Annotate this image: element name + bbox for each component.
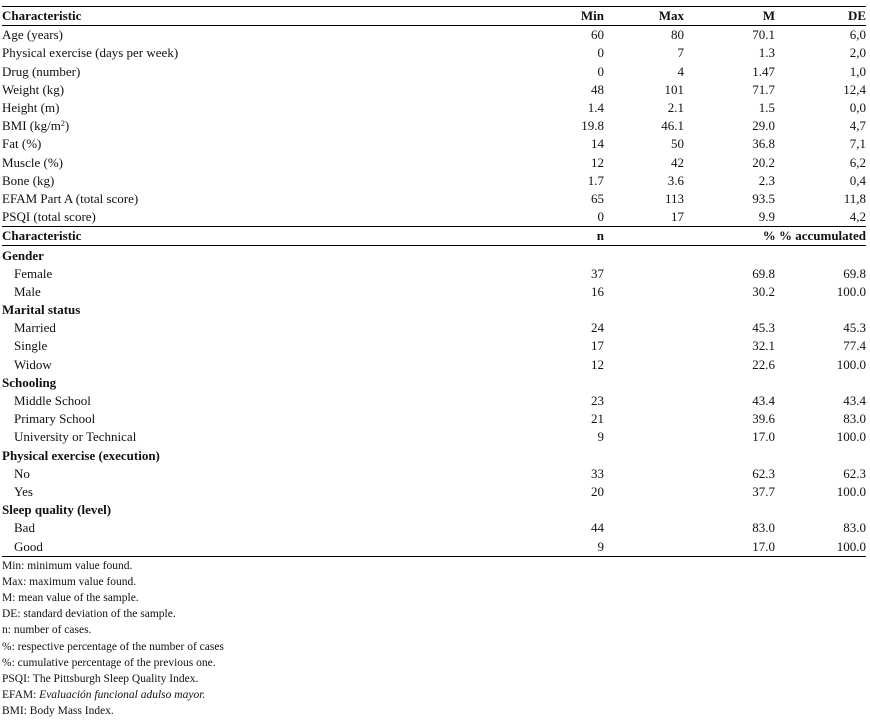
row-label (2, 154, 468, 172)
max-value: 7 (677, 45, 684, 61)
row-label-text: Physical exercise (days per week) (2, 45, 179, 61)
mean-value: 93.5 (752, 190, 775, 206)
table-row (2, 283, 866, 301)
mean-value: 20.2 (752, 154, 775, 170)
spacer-cell (604, 410, 684, 428)
row-label: No (14, 465, 30, 481)
table-row (2, 208, 866, 227)
table-row (2, 337, 866, 355)
percent-value: 83.0 (752, 520, 775, 536)
count-value: 24 (591, 320, 604, 336)
footnote: PSQI: The Pittsburgh Sleep Quality Index. (2, 673, 199, 686)
percent-value: 22.6 (752, 356, 775, 372)
header-characteristic-2: Characteristic (2, 227, 468, 246)
sd-value: 1,0 (849, 63, 866, 79)
accumulated-value: 100.0 (836, 429, 866, 445)
min-value: 0 (597, 45, 604, 61)
row-label (2, 99, 468, 117)
footnote: %: respective percentage of the number of cases (2, 640, 224, 653)
max-value: 50 (671, 136, 684, 152)
max-value: 101 (664, 81, 684, 97)
table2-header-row (2, 227, 866, 246)
row-label-text: PSQI (total score) (2, 209, 96, 225)
spacer-cell (604, 483, 684, 501)
footnote: BMI: Body Mass Index. (2, 705, 114, 718)
row-label-text: Bone (kg) (2, 172, 55, 188)
percent-value: 37.7 (752, 483, 775, 499)
table-row (2, 483, 866, 501)
row-label: Middle School (14, 393, 91, 409)
max-value: 3.6 (667, 172, 684, 188)
sd-value: 0,0 (849, 100, 866, 116)
table-row (2, 172, 866, 190)
footnote: n: number of cases. (2, 624, 92, 637)
accumulated-value: 100.0 (775, 537, 866, 556)
count-value: 37 (591, 265, 604, 281)
percent-value: 17.0 (684, 537, 775, 556)
footnote-efam (2, 687, 868, 703)
count-value: 12 (591, 356, 604, 372)
accumulated-value: 77.4 (843, 338, 866, 354)
sd-value: 12,4 (843, 81, 866, 97)
header-m: M (684, 7, 775, 26)
sd-value: 2,0 (849, 45, 866, 61)
count-value: 23 (591, 393, 604, 409)
table-row (2, 135, 866, 153)
mean-value: 70.1 (752, 27, 775, 43)
row-label: Female (14, 265, 53, 281)
group-title: Sleep quality (level) (2, 502, 112, 518)
max-value: 113 (664, 190, 684, 206)
percent-value: 30.2 (752, 283, 775, 299)
row-label-text: BMI (kg/m (2, 118, 61, 134)
count-value: 16 (591, 283, 604, 299)
mean-value: 29.0 (752, 118, 775, 134)
percent-value: 69.8 (752, 265, 775, 281)
min-value: 12 (591, 154, 604, 170)
group-header-row (2, 501, 866, 519)
mean-value: 1.5 (758, 100, 775, 116)
table-row (2, 26, 866, 45)
row-label-text: Weight (kg) (2, 81, 65, 97)
accumulated-value: 83.0 (843, 520, 866, 536)
table-row (2, 117, 866, 135)
row-label (2, 81, 468, 99)
row-label (2, 190, 468, 208)
group-header-row (2, 374, 866, 392)
sd-value: 6,0 (849, 27, 866, 43)
table-row (2, 63, 866, 81)
table-row (2, 410, 866, 428)
spacer-cell (604, 356, 684, 374)
max-value: 46.1 (661, 118, 684, 134)
table1-header-row (2, 7, 866, 26)
footnote: %: cumulative percentage of the previous one. (2, 656, 216, 669)
table-row (2, 537, 866, 556)
sd-value: 7,1 (849, 136, 866, 152)
max-value: 4 (677, 63, 684, 79)
table-row (2, 519, 866, 537)
header-min: Min (468, 7, 604, 26)
count-value: 9 (468, 537, 604, 556)
row-label (2, 44, 468, 62)
spacer-cell (604, 392, 684, 410)
min-value: 60 (591, 27, 604, 43)
header-percent-accumulated: % % accumulated (604, 227, 866, 246)
spacer-cell (604, 465, 684, 483)
group-header-row (2, 246, 866, 265)
row-label-text: EFAM Part A (total score) (2, 190, 139, 206)
spacer-cell (604, 265, 684, 283)
table-row (2, 356, 866, 374)
mean-value: 1.47 (752, 63, 775, 79)
min-value: 1.4 (587, 100, 604, 116)
spacer-cell (604, 283, 684, 301)
header-de: DE (775, 7, 866, 26)
min-value: 0 (597, 63, 604, 79)
row-label: Bad (14, 520, 35, 536)
row-label (2, 63, 468, 81)
min-value: 0 (597, 209, 604, 225)
mean-value: 1.3 (758, 45, 775, 61)
accumulated-value: 69.8 (843, 265, 866, 281)
percent-value: 32.1 (752, 338, 775, 354)
row-label: Single (14, 338, 48, 354)
min-value: 48 (591, 81, 604, 97)
sd-value: 4,7 (849, 118, 866, 134)
sd-value: 11,8 (843, 190, 866, 206)
max-value: 42 (671, 154, 684, 170)
row-label (2, 117, 468, 135)
accumulated-value: 62.3 (843, 465, 866, 481)
max-value: 80 (671, 27, 684, 43)
table-row (2, 44, 866, 62)
count-value: 44 (591, 520, 604, 536)
percent-value: 43.4 (752, 393, 775, 409)
group-header-row (2, 447, 866, 465)
footnote: Min: minimum value found. (2, 559, 133, 572)
row-label-tail: ) (64, 118, 70, 134)
group-title: Schooling (2, 374, 57, 390)
percent-value: 45.3 (752, 320, 775, 336)
table-row (2, 265, 866, 283)
footnote-efam-prefix: EFAM: (2, 689, 40, 702)
footnote: Max: maximum value found. (2, 575, 137, 588)
row-label (2, 135, 468, 153)
count-value: 33 (591, 465, 604, 481)
row-label (2, 208, 468, 227)
count-value: 21 (591, 411, 604, 427)
row-label: Yes (14, 483, 33, 499)
characteristics-table (2, 6, 866, 557)
table-row (2, 319, 866, 337)
header-max: Max (604, 7, 684, 26)
footnote-efam-italic: Evaluación funcional adulso mayor. (39, 689, 206, 702)
max-value: 2.1 (667, 100, 684, 116)
mean-value: 36.8 (752, 136, 775, 152)
spacer-cell (604, 428, 684, 446)
accumulated-value: 43.4 (843, 393, 866, 409)
accumulated-value: 100.0 (836, 356, 866, 372)
accumulated-value: 100.0 (836, 283, 866, 299)
accumulated-value: 83.0 (843, 411, 866, 427)
table-row (2, 81, 866, 99)
row-label-text: Age (years) (2, 27, 63, 43)
spacer-cell (604, 337, 684, 355)
sd-value: 6,2 (849, 154, 866, 170)
table-row (2, 392, 866, 410)
group-title: Gender (2, 247, 44, 263)
header-characteristic: Characteristic (2, 7, 468, 26)
footnote: M: mean value of the sample. (2, 592, 139, 605)
mean-value: 71.7 (752, 81, 775, 97)
table-row (2, 154, 866, 172)
percent-value: 39.6 (752, 411, 775, 427)
spacer-cell (604, 519, 684, 537)
row-label-text: Fat (%) (2, 136, 42, 152)
accumulated-value: 45.3 (843, 320, 866, 336)
min-value: 1.7 (587, 172, 604, 188)
row-label (2, 172, 468, 190)
max-value: 17 (671, 209, 684, 225)
row-label-text: Drug (number) (2, 63, 81, 79)
row-label-text: Muscle (%) (2, 154, 64, 170)
group-header-row (2, 301, 866, 319)
count-value: 17 (591, 338, 604, 354)
mean-value: 9.9 (758, 209, 775, 225)
row-label: Widow (14, 356, 52, 372)
percent-value: 62.3 (752, 465, 775, 481)
mean-value: 2.3 (758, 172, 775, 188)
table-row (2, 99, 866, 117)
header-n: n (468, 227, 604, 246)
table-row (2, 190, 866, 208)
percent-value: 17.0 (752, 429, 775, 445)
row-label: Primary School (14, 411, 96, 427)
group-title: Physical exercise (execution) (2, 447, 160, 463)
row-label: Married (14, 320, 56, 336)
table-row (2, 465, 866, 483)
sd-value: 4,2 (849, 209, 866, 225)
accumulated-value: 100.0 (836, 483, 866, 499)
row-label: Male (14, 283, 41, 299)
row-label: Good (2, 537, 468, 556)
min-value: 14 (591, 136, 604, 152)
footnote: DE: standard deviation of the sample. (2, 608, 176, 621)
row-label: University or Technical (14, 429, 137, 445)
row-label-superscript: 2 (60, 119, 65, 129)
min-value: 65 (591, 190, 604, 206)
spacer-cell (604, 319, 684, 337)
table-footnotes (2, 558, 868, 720)
sd-value: 0,4 (849, 172, 866, 188)
table-row (2, 428, 866, 446)
min-value: 19.8 (581, 118, 604, 134)
count-value: 20 (591, 483, 604, 499)
document (2, 0, 868, 720)
group-title: Marital status (2, 302, 81, 318)
count-value: 9 (597, 429, 604, 445)
spacer-cell (604, 537, 684, 556)
row-label (2, 26, 468, 45)
row-label-text: Height (m) (2, 100, 60, 116)
